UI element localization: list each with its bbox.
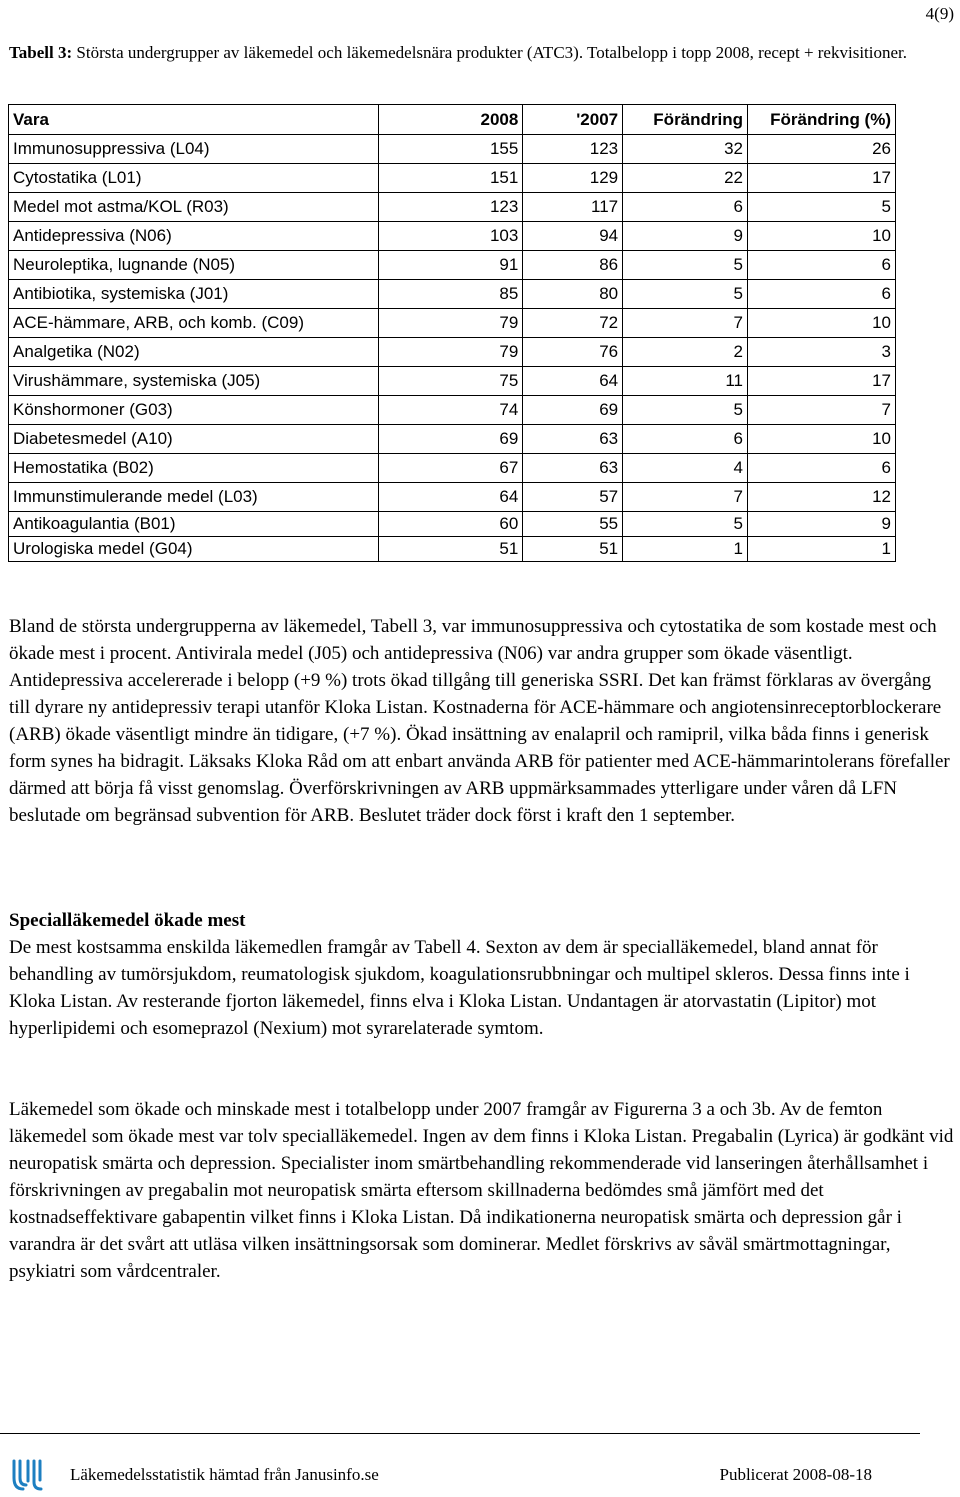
header-2007: '2007 <box>523 105 623 135</box>
section-heading: Specialläkemedel ökade mest <box>9 910 246 931</box>
table-row <box>9 135 896 164</box>
table-body <box>9 135 896 562</box>
cell-change: 9 <box>623 222 748 251</box>
cell-2007: 64 <box>523 367 623 396</box>
cell-2007: 51 <box>523 537 623 562</box>
cell-2007: 129 <box>523 164 623 193</box>
cell-name: Diabetesmedel (A10) <box>9 425 379 454</box>
paragraph-3: Läkemedel som ökade och minskade mest i totalbelopp under 2007 framgår av Figurerna 3 a och 3b. Av de femton läkemedel som ökade mest var tolv specialläkemedel. Ingen av dem finns i Kloka Listan. Pregabalin (Lyrica) är godkänt vid neuropatisk smärta och depression. Specialister inom smärtbehandling rekommenderade vid lanseringen återhållsamhet i förskrivningen av pregabalin mot neuropatisk smärta eftersom skillnaderna bedömdes små jämfört med det kostnadseffektivare gabapentin vilket finns i Kloka Listan. Då indikationerna neuropatisk smärta och depression går i varandra är det svårt att utläsa vilken insättningsorsak som dominerar. Medlet förskrivs av såväl smärtmottagningar, psykiatri som vårdcentraler. <box>9 1099 954 1282</box>
cell-change-percent: 17 <box>748 367 896 396</box>
cell-2007: 63 <box>523 425 623 454</box>
cell-2008: 67 <box>378 454 523 483</box>
paragraph-1: Bland de största undergrupperna av läkemedel, Tabell 3, var immunosuppressiva och cytostatika de som kostade mest och ökade mest i procent. Antivirala medel (J05) och antidepressiva (N06) var andra grupper som ökade väsentligt. Antidepressiva accelererade i belopp (+9 %) trots ökad tillgång till generiska SSRI. Det kan främst förklaras av övergång till dyrare ny antidepressiv terapi utanför Kloka Listan. Kostnaderna för ACE-hämmare och angiotensinreceptorblockerare (ARB) ökade väsentligt mindre än tidigare, (+7 %). Ökad insättning av enalapril och ramipril, vilka båda finns i generisk form synes ha bidragit. Läksaks Kloka Råd om att enbart använda ARB för patienter med ACE-hämmarintolerans förefaller därmed att börja få visst genomslag. Överförskrivningen av ARB uppmärksammades ytterligare under våren då LFN beslutade om begränsad subvention för ARB. Beslutet träder dock först i kraft den 1 september. <box>9 616 950 826</box>
footer-source: Läkemedelsstatistik hämtad från Janusinfo.se <box>70 1465 379 1484</box>
cell-change: 22 <box>623 164 748 193</box>
cell-change: 6 <box>623 193 748 222</box>
cell-name: Antidepressiva (N06) <box>9 222 379 251</box>
cell-2007: 76 <box>523 338 623 367</box>
cell-change-percent: 7 <box>748 396 896 425</box>
cell-2008: 64 <box>378 483 523 512</box>
cell-change-percent: 10 <box>748 309 896 338</box>
paragraph-2: De mest kostsamma enskilda läkemedlen framgår av Tabell 4. Sexton av dem är specialläkemedel, bland annat för behandling av tumörsjukdom, reumatologisk sjukdom, koagulationsrubbningar och multipel skleros. Dessa finns inte i Kloka Listan. Av resterande fjorton läkemedel, finns elva i Kloka Listan. Undantagen är atorvastatin (Lipitor) mot hyperlipidemi och esomeprazol (Nexium) mot syrarelaterade symtom. <box>9 937 910 1039</box>
cell-2007: 94 <box>523 222 623 251</box>
footer-divider <box>0 1433 920 1434</box>
janusinfo-logo-icon <box>8 1458 44 1494</box>
cell-change: 6 <box>623 425 748 454</box>
table-row <box>9 367 896 396</box>
cell-name: ACE-hämmare, ARB, och komb. (C09) <box>9 309 379 338</box>
cell-change: 7 <box>623 483 748 512</box>
cell-2008: 60 <box>378 512 523 537</box>
cell-name: Antibiotika, systemiska (J01) <box>9 280 379 309</box>
cell-name: Urologiska medel (G04) <box>9 537 379 562</box>
table-row <box>9 454 896 483</box>
cell-name: Medel mot astma/KOL (R03) <box>9 193 379 222</box>
cell-2008: 74 <box>378 396 523 425</box>
cell-change: 5 <box>623 280 748 309</box>
cell-change-percent: 10 <box>748 425 896 454</box>
cell-2007: 72 <box>523 309 623 338</box>
cell-change-percent: 3 <box>748 338 896 367</box>
cell-2007: 80 <box>523 280 623 309</box>
cell-change: 5 <box>623 251 748 280</box>
cell-change-percent: 5 <box>748 193 896 222</box>
cell-2008: 123 <box>378 193 523 222</box>
data-table <box>8 104 896 562</box>
cell-change: 4 <box>623 454 748 483</box>
header-2008: 2008 <box>378 105 523 135</box>
table-header-row <box>9 105 896 135</box>
table-row <box>9 222 896 251</box>
header-forandring-percent: Förändring (%) <box>748 105 896 135</box>
cell-change: 5 <box>623 396 748 425</box>
cell-2008: 51 <box>378 537 523 562</box>
cell-change: 2 <box>623 338 748 367</box>
cell-2007: 63 <box>523 454 623 483</box>
table-row <box>9 512 896 537</box>
cell-name: Analgetika (N02) <box>9 338 379 367</box>
header-vara: Vara <box>9 105 379 135</box>
cell-2008: 79 <box>378 338 523 367</box>
cell-change: 32 <box>623 135 748 164</box>
cell-2008: 69 <box>378 425 523 454</box>
cell-name: Immunosuppressiva (L04) <box>9 135 379 164</box>
cell-2008: 91 <box>378 251 523 280</box>
table-caption-label: Tabell 3: <box>9 43 73 62</box>
cell-change: 11 <box>623 367 748 396</box>
cell-2007: 55 <box>523 512 623 537</box>
cell-name: Neuroleptika, lugnande (N05) <box>9 251 379 280</box>
cell-change-percent: 6 <box>748 251 896 280</box>
table-row <box>9 280 896 309</box>
cell-name: Könshormoner (G03) <box>9 396 379 425</box>
cell-name: Hemostatika (B02) <box>9 454 379 483</box>
cell-change: 7 <box>623 309 748 338</box>
cell-change: 5 <box>623 512 748 537</box>
footer-published: Publicerat 2008-08-18 <box>719 1465 872 1484</box>
cell-2008: 155 <box>378 135 523 164</box>
cell-change-percent: 17 <box>748 164 896 193</box>
table-row <box>9 309 896 338</box>
cell-name: Cytostatika (L01) <box>9 164 379 193</box>
cell-change: 1 <box>623 537 748 562</box>
table-caption <box>9 42 949 64</box>
cell-2007: 123 <box>523 135 623 164</box>
cell-2007: 69 <box>523 396 623 425</box>
cell-2007: 57 <box>523 483 623 512</box>
table-row <box>9 483 896 512</box>
cell-2008: 151 <box>378 164 523 193</box>
cell-2008: 79 <box>378 309 523 338</box>
table-row <box>9 164 896 193</box>
table-row <box>9 338 896 367</box>
cell-change-percent: 6 <box>748 280 896 309</box>
cell-2008: 103 <box>378 222 523 251</box>
table-row <box>9 193 896 222</box>
cell-name: Virushämmare, systemiska (J05) <box>9 367 379 396</box>
cell-name: Antikoagulantia (B01) <box>9 512 379 537</box>
cell-name: Immunstimulerande medel (L03) <box>9 483 379 512</box>
table-row <box>9 251 896 280</box>
cell-change-percent: 9 <box>748 512 896 537</box>
cell-2008: 85 <box>378 280 523 309</box>
table-row <box>9 537 896 562</box>
table-caption-text: Största undergrupper av läkemedel och läkemedelsnära produkter (ATC3). Totalbelopp i topp 2008, recept + rekvisitioner. <box>72 43 908 62</box>
header-forandring: Förändring <box>623 105 748 135</box>
cell-change-percent: 1 <box>748 537 896 562</box>
cell-2008: 75 <box>378 367 523 396</box>
cell-2007: 117 <box>523 193 623 222</box>
cell-change-percent: 26 <box>748 135 896 164</box>
page-number: 4(9) <box>925 4 954 23</box>
cell-2007: 86 <box>523 251 623 280</box>
table-row <box>9 425 896 454</box>
cell-change-percent: 12 <box>748 483 896 512</box>
cell-change-percent: 10 <box>748 222 896 251</box>
table-row <box>9 396 896 425</box>
cell-change-percent: 6 <box>748 454 896 483</box>
